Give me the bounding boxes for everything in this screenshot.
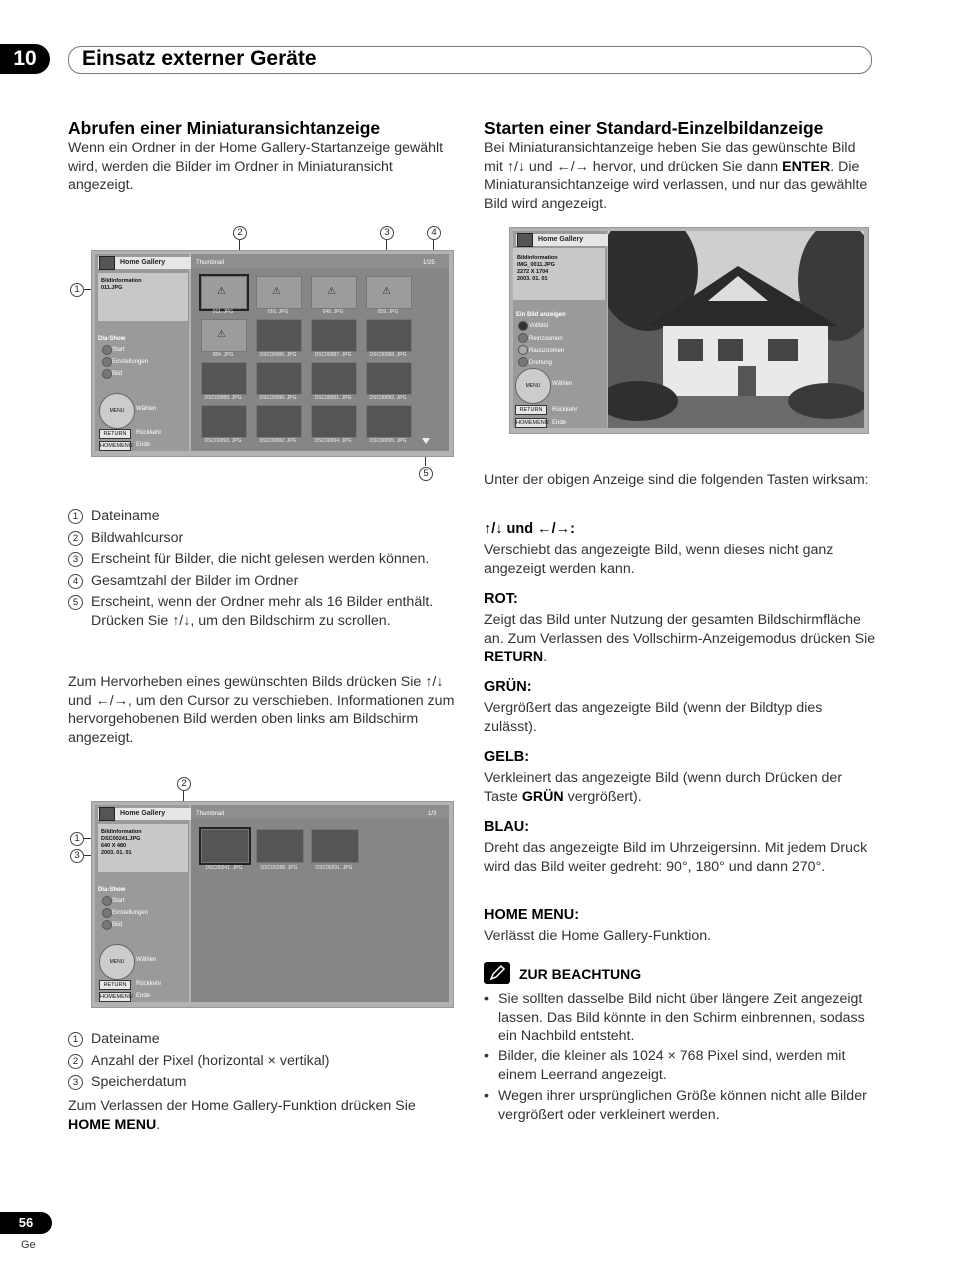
note-item: • Wegen ihrer ursprünglichen Größe können nicht alle Bilder vergrößert oder verkleinert werden. (484, 1087, 876, 1124)
green-key-title: GRÜN: (484, 679, 532, 695)
legend-list-1 (68, 507, 448, 631)
info-pixels: 2272 X 1704 (517, 269, 549, 275)
callout-1: 1 (70, 832, 84, 846)
thumbnail[interactable] (311, 319, 357, 352)
legend-list-2 (68, 1030, 448, 1092)
select-label: Wählen (136, 406, 157, 412)
thumbnail-screen (91, 250, 454, 457)
info-title: Bildinformation (101, 829, 142, 835)
info-box (98, 824, 188, 872)
thumbnail-caption: DSC00094. JPG (314, 438, 352, 444)
pencil-icon (484, 962, 510, 984)
picture-option[interactable]: Bild (112, 371, 123, 377)
zoom-out-option[interactable]: Rauszoomen (529, 348, 565, 354)
home-menu-key-text: Verlässt die Home Gallery-Funktion. (484, 928, 712, 944)
thumbnail-caption: DSC00291. JPG (315, 865, 353, 871)
thumbnail-tab: Thumbnail (196, 811, 225, 817)
legend-item: 5 Erscheint, wenn der Ordner mehr als 16 Bilder enthält. Drücken Sie ↑/↓, um den Bildschirm zu scrollen. (68, 593, 448, 630)
keys-intro: Unter der obigen Anzeige sind die folgenden Tasten wirksam: (484, 472, 869, 488)
legend-item: 2 Bildwahlcursor (68, 529, 448, 548)
page-number: 56 (0, 1212, 52, 1234)
direction-pad-icon (99, 393, 135, 429)
right-heading: Starten einer Standard-Einzelbildanzeige (484, 118, 824, 138)
arrow-keys-title: ↑/↓ und ←/→: (484, 521, 576, 537)
return-button[interactable]: RETURN (515, 405, 547, 415)
callout-3: 3 (380, 226, 394, 240)
house-photo (608, 231, 864, 428)
return-label: Rückkehr (136, 430, 162, 436)
chapter-number: 10 (0, 44, 50, 74)
thumbnail-info-screen (91, 801, 454, 1008)
note-icon (484, 962, 510, 984)
thumbnail-caption: 011. JPG (212, 309, 234, 315)
warning-icon: ⚠ (382, 286, 391, 297)
info-box (98, 273, 188, 321)
arrow-keys-text: Verschiebt das angezeigte Bild, wenn dieses nicht ganz angezeigt werden kann. (484, 542, 834, 577)
thumbnail-tab: Thumbnail (196, 260, 225, 266)
callout-2: 2 (233, 226, 247, 240)
blue-key-title: BLAU: (484, 819, 530, 835)
end-label: Ende (136, 442, 151, 448)
legend-item: 1 Dateiname (68, 1030, 448, 1049)
home-menu-key: HOME MENU (68, 1116, 157, 1133)
green-key-text: Vergrößert das angezeigte Bild (wenn der Bildtyp dies zulässt). (484, 700, 823, 735)
thumbnail-caption: DSC00089. JPG (204, 395, 242, 401)
note-title: ZUR BEACHTUNG (519, 966, 642, 982)
return-button[interactable]: RETURN (99, 429, 131, 439)
mode-title: Ein Bild anzeigen (516, 312, 566, 318)
legend-item: 2 Anzahl der Pixel (horizontal × vertikal) (68, 1052, 448, 1071)
return-label: Rückkehr (552, 407, 578, 413)
warning-icon: ⚠ (217, 286, 226, 297)
screen-title: Home Gallery (98, 257, 192, 269)
enter-key: ENTER (782, 158, 831, 175)
thumbnail[interactable] (311, 829, 359, 863)
green-key: GRÜN (521, 788, 564, 805)
red-key-text: Zeigt das Bild unter Nutzung der gesamten Bildschirmfläche an. Zum Verlassen des Vollschirm-Anzeigemodus drücken Sie RETURN. (484, 612, 876, 666)
option-dot[interactable] (102, 369, 112, 379)
gallery-icon (99, 807, 115, 821)
info-filename: IMG_0011.JPG (517, 262, 555, 268)
blue-option-dot[interactable] (518, 357, 528, 367)
thumbnail[interactable] (256, 829, 304, 863)
callout-4: 4 (427, 226, 441, 240)
image-count: 1/3 (428, 811, 437, 817)
pad-label: MENU (109, 959, 125, 965)
thumbnail[interactable] (311, 405, 357, 438)
house-photo-svg (608, 231, 864, 428)
slideshow-label: Dia-Show (98, 336, 126, 342)
info-date: 2003. 01. 01 (101, 850, 132, 856)
screen-title: Home Gallery (98, 808, 192, 820)
start-option[interactable]: Start (112, 347, 125, 353)
warning-icon: ⚠ (327, 286, 336, 297)
end-label: Ende (136, 993, 151, 999)
gallery-icon (517, 233, 533, 247)
thumbnail-caption: 016. JPG (267, 309, 289, 315)
blue-key-text: Dreht das angezeigte Bild im Uhrzeigersinn. Mit jedem Druck wird das Bild weiter gedreht: 90°, 180° und dann 270°. (484, 840, 868, 875)
option-dot[interactable] (102, 896, 112, 906)
rotate-option[interactable]: Drehung (529, 360, 553, 366)
warning-icon: ⚠ (272, 286, 281, 297)
right-intro: Bei Miniaturansichtanzeige heben Sie das gewünschte Bild mit ↑/↓ und ←/→ hervor, und drücken Sie dann ENTER. Die Miniaturansichtanzeige wird verlassen, und nur das gewählte Bild wird angezeigt. (484, 140, 868, 212)
option-dot[interactable] (102, 345, 112, 355)
info-title: Bildinformation (517, 255, 558, 261)
thumbnail[interactable] (201, 319, 247, 352)
info-filename: DSC00241.JPG (101, 836, 141, 842)
thumbnail-caption: 084. JPG (212, 352, 234, 358)
info-box (513, 248, 605, 300)
end-label: Ende (552, 420, 567, 426)
thumbnail-caption: DSC00241. JPG (205, 865, 243, 871)
info-pixels: 640 X 480 (101, 843, 127, 849)
home-menu-button[interactable]: HOMEMENU (100, 994, 133, 1000)
select-label: Wählen (136, 957, 157, 963)
thumbnail[interactable] (256, 276, 302, 309)
info-filename: 011.JPG (101, 285, 123, 291)
thumbnail[interactable] (311, 276, 357, 309)
slideshow-label: Dia-Show (98, 887, 126, 893)
exit-paragraph: Zum Verlassen der Home Gallery-Funktion drücken Sie HOME MENU. (68, 1098, 416, 1133)
image-count: 1/25 (423, 260, 435, 266)
yellow-key-text: Verkleinert das angezeigte Bild (wenn durch Drücken der Taste GRÜN vergrößert). (484, 770, 843, 805)
settings-option[interactable]: Einstellungen (112, 359, 149, 365)
home-menu-button[interactable]: HOMEMENU (100, 443, 133, 449)
callout-1: 1 (70, 283, 84, 297)
thumbnail[interactable] (201, 362, 247, 395)
left-heading: Abrufen einer Miniaturansichtanzeige (68, 118, 381, 138)
thumbnail-caption: DSC00092. JPG (259, 438, 297, 444)
thumbnail[interactable] (366, 319, 412, 352)
thumbnail[interactable] (201, 276, 247, 309)
left-intro: Wenn ein Ordner in der Home Gallery-Startanzeige gewählt wird, werden die Bilder im Ordner in Miniaturansicht angezeigt. (68, 140, 444, 194)
option-dot[interactable] (102, 357, 112, 367)
thumbnail-caption: DSC00088. JPG (369, 352, 407, 358)
option-dot[interactable] (102, 920, 112, 930)
thumbnail-caption: 048. JPG (322, 309, 344, 315)
yellow-option-dot[interactable] (518, 345, 528, 355)
red-key-title: ROT: (484, 591, 518, 607)
gallery-icon (99, 256, 115, 270)
cursor-paragraph: Zum Hervorheben eines gewünschten Bilds drücken Sie ↑/↓ und ←/→, um den Cursor zu verschieben. Informationen zum hervorgehobenen Bild werden oben links am Bildschirm angezeigt. (68, 674, 455, 746)
thumbnail[interactable] (256, 362, 302, 395)
zoom-in-option[interactable]: Reinzoomen (529, 336, 563, 342)
thumbnail[interactable] (256, 319, 302, 352)
fullscreen-option[interactable]: Vollbild (529, 323, 549, 329)
yellow-key-title: GELB: (484, 749, 530, 765)
thumbnail-header (191, 805, 449, 819)
thumbnail-caption: DSC00086. JPG (259, 352, 297, 358)
warning-icon: ⚠ (217, 329, 226, 340)
info-title: Bildinformation (101, 278, 142, 284)
start-option[interactable]: Start (112, 898, 125, 904)
home-menu-key-title: HOME MENU: (484, 907, 580, 923)
return-key: RETURN (484, 649, 544, 666)
red-option-dot[interactable] (518, 321, 528, 331)
direction-pad-icon (99, 944, 135, 980)
green-option-dot[interactable] (518, 333, 528, 343)
legend-item: 4 Gesamtzahl der Bilder im Ordner (68, 572, 448, 591)
scroll-down-icon[interactable] (422, 438, 430, 444)
callout-3: 3 (70, 849, 84, 863)
chapter-title: Einsatz externer Geräte (82, 47, 317, 70)
single-image-screen (509, 227, 869, 434)
return-label: Rückkehr (136, 981, 162, 987)
return-button[interactable]: RETURN (99, 980, 131, 990)
thumbnail-caption: DSC00087. JPG (314, 352, 352, 358)
thumbnail[interactable] (311, 362, 357, 395)
picture-option[interactable]: Bild (112, 922, 123, 928)
thumbnail-header (191, 254, 449, 268)
option-dot[interactable] (102, 908, 112, 918)
thumbnail[interactable] (201, 405, 247, 438)
thumbnail-caption: DSC00090. JPG (259, 395, 297, 401)
direction-pad-icon (515, 368, 551, 404)
info-date: 2003. 01. 01 (517, 276, 548, 282)
thumbnail-caption: 059. JPG (377, 309, 399, 315)
thumbnail-caption: DSC00095. JPG (369, 438, 407, 444)
thumbnail[interactable] (366, 276, 412, 309)
screen-title: Home Gallery (516, 234, 610, 246)
legend-item: 1 Dateiname (68, 507, 448, 526)
thumbnail-caption: DSC00093. JPG (204, 438, 242, 444)
legend-item: 3 Erscheint für Bilder, die nicht gelesen werden können. (68, 550, 448, 569)
select-label: Wählen (552, 381, 573, 387)
thumbnail[interactable] (201, 829, 249, 863)
legend-item: 3 Speicherdatum (68, 1073, 448, 1092)
callout-5: 5 (419, 467, 433, 481)
callout-2: 2 (177, 777, 191, 791)
language-code: Ge (21, 1239, 36, 1251)
home-menu-button[interactable]: HOMEMENU (516, 420, 549, 426)
settings-option[interactable]: Einstellungen (112, 910, 149, 916)
pad-label: MENU (109, 408, 125, 414)
thumbnail[interactable] (256, 405, 302, 438)
thumbnail-caption: DSC00288. JPG (260, 865, 298, 871)
thumbnail[interactable] (366, 405, 412, 438)
note-item: • Bilder, die kleiner als 1024 × 768 Pixel sind, werden mit einem Leerrand angezeigt. (484, 1047, 876, 1084)
pad-label: MENU (525, 383, 541, 389)
thumbnail-caption: DSC00092. JPG (369, 395, 407, 401)
thumbnail-caption: DSC00091. JPG (314, 395, 352, 401)
thumbnail[interactable] (366, 362, 412, 395)
note-item: • Sie sollten dasselbe Bild nicht über längere Zeit angezeigt lassen. Das Bild könnte in den Schirm einbrennen, sodass ein Nachbild entsteht. (484, 990, 876, 1046)
